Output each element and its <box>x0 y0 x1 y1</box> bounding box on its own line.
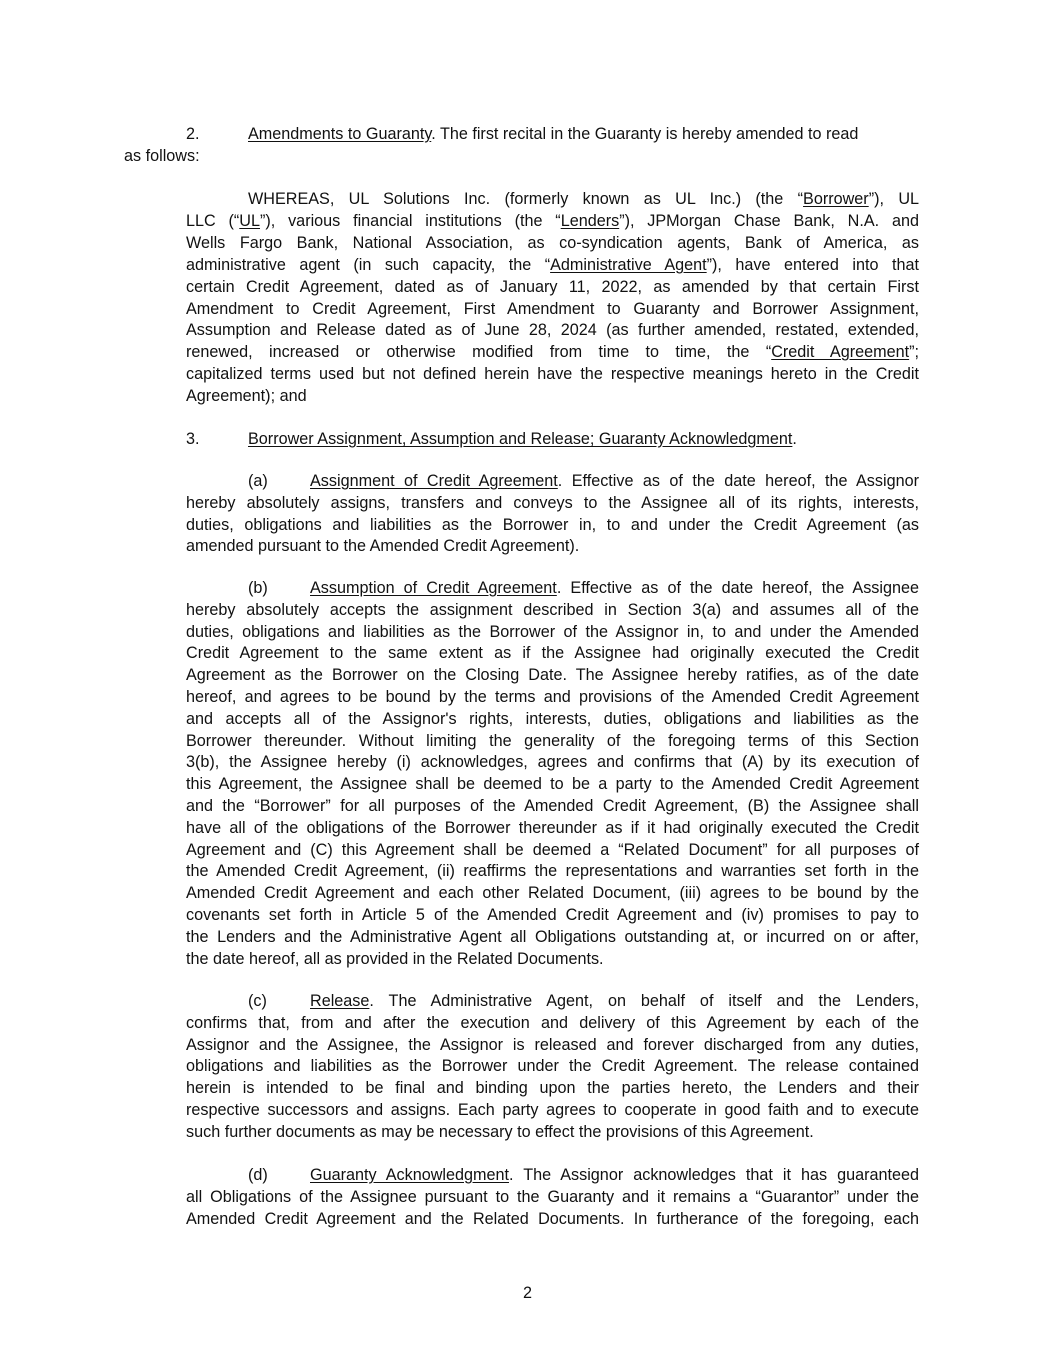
borrower-defined-term: Borrower <box>803 190 869 208</box>
paragraph-line: Borrower thereunder. Without limiting the generality of the foregoing terms of this Section <box>186 731 919 750</box>
paragraph-line: have all of the obligations of the Borrower thereunder as if it had originally executed the Credit <box>186 818 919 837</box>
paragraph-line: 3(b), the Assignee hereby (i) acknowledges, agrees and confirms that (A) by its execution of <box>186 753 919 772</box>
whereas-line: Assumption and Release dated as of June 28, 2024 (as further amended, restated, extended, <box>186 321 919 339</box>
section-3-heading: Borrower Assignment, Assumption and Release; Guaranty Acknowledgment <box>248 430 793 448</box>
paragraph-line: this Agreement, the Assignee shall be deemed to be a party to the Amended Credit Agreement <box>186 775 919 794</box>
paragraph-line: Assignor and the Assignee, the Assignor is released and forever discharged from any duties, <box>186 1035 919 1054</box>
paragraph-line: and accepts all of the Assignor's rights, interests, duties, obligations and liabilities as the <box>186 709 919 728</box>
paragraph-line: hereby absolutely assigns, transfers and conveys to the Assignee all of its rights, interests, <box>186 493 919 512</box>
paragraph-line: obligations and liabilities as the Borrower under the Credit Agreement. The release contained <box>186 1057 919 1076</box>
paragraph-line: duties, obligations and liabilities as the Borrower in, to and under the Credit Agreement (as <box>186 515 919 534</box>
section-2-line1 <box>186 124 919 146</box>
section-3-heading-line: 3. Borrower Assignment, Assumption and Release; Guaranty Acknowledgment. <box>186 429 919 451</box>
paragraph-line: hereby absolutely accepts the assignment described in Section 3(a) and assumes all of the <box>186 600 919 619</box>
whereas-line: WHEREAS, UL Solutions Inc. (formerly known as UL Inc.) (the “Borrower”), UL <box>248 190 920 208</box>
whereas-line: Amendment to Credit Agreement, First Amendment to Guaranty and Borrower Assignment, <box>186 300 919 318</box>
paragraph-line: (c) Release. The Administrative Agent, on behalf of itself and the Lenders, <box>186 991 919 1013</box>
paragraph-heading: Release <box>310 992 370 1010</box>
paragraph-line: (a) Assignment of Credit Agreement. Effective as of the date hereof, the Assignor <box>186 471 919 493</box>
paragraph-heading: Assignment of Credit Agreement <box>310 472 558 490</box>
paragraph-label: (a) <box>248 472 268 490</box>
paragraph-line: the Amended Credit Agreement, (ii) reaffirms the representations and warranties set forth in the <box>186 862 919 881</box>
paragraph-line: and the “Borrower” for all purposes of the Amended Credit Agreement, (B) the Assignee shall <box>186 797 919 815</box>
whereas-line: capitalized terms used but not defined herein have the respective meanings hereto in the Credit <box>186 365 919 383</box>
section-2-line2: as follows: <box>124 147 200 165</box>
paragraph-line: Amended Credit Agreement and each other Related Document, (iii) agrees to be bound by the <box>186 884 919 903</box>
paragraph-line: Agreement and (C) this Agreement shall be deemed a “Related Document” for all purposes of <box>186 840 919 859</box>
whereas-line: administrative agent (in such capacity, the “Administrative Agent”), have entered into that <box>186 256 920 274</box>
whereas-line: certain Credit Agreement, dated as of January 11, 2022, as amended by that certain First <box>186 278 919 296</box>
whereas-line: Agreement); and <box>186 387 307 405</box>
whereas-line: Wells Fargo Bank, National Association, as co-syndication agents, Bank of America, as <box>186 234 919 252</box>
paragraph-label: (b) <box>248 579 268 597</box>
paragraph-line: the date hereof, all as provided in the Related Documents. <box>186 949 604 968</box>
paragraph-line: the Lenders and the Administrative Agent all Obligations outstanding at, or incurred on or after, <box>186 927 919 946</box>
paragraph-line: herein is intended to be final and binding upon the parties hereto, the Lenders and their <box>186 1079 919 1098</box>
whereas-line: renewed, increased or otherwise modified from time to time, the “Credit Agreement”; <box>186 343 919 361</box>
paragraph-line: confirms that, from and after the execution and delivery of this Agreement by each of the <box>186 1013 919 1032</box>
paragraph-line: all Obligations of the Assignee pursuant to the Guaranty and it remains a “Guarantor” under the <box>186 1187 919 1206</box>
paragraph-line: duties, obligations and liabilities as the Borrower of the Assignor in, to and under the Amended <box>186 622 919 641</box>
paragraph-line: amended pursuant to the Amended Credit Agreement). <box>186 537 580 556</box>
section-2-heading: Amendments to Guaranty <box>248 125 432 143</box>
paragraph-line: Amended Credit Agreement and the Related Documents. In furtherance of the foregoing, each <box>186 1209 919 1228</box>
credit-agreement-defined-term: Credit Agreement <box>771 343 910 361</box>
paragraph-line: (b) Assumption of Credit Agreement. Effective as of the date hereof, the Assignee <box>186 578 919 600</box>
paragraph-line: Credit Agreement to the same extent as if the Assignee had originally executed the Credit <box>186 644 919 663</box>
paragraph-label: (d) <box>248 1166 268 1184</box>
paragraph-label: (c) <box>248 992 267 1010</box>
paragraph-line: such further documents as may be necessary to effect the provisions of this Agreement. <box>186 1122 814 1141</box>
section-2-text: . The first recital in the Guaranty is hereby amended to read <box>431 125 859 143</box>
section-3-number: 3. <box>186 430 200 448</box>
paragraph-heading: Guaranty Acknowledgment <box>310 1166 509 1184</box>
paragraph-line: (d) Guaranty Acknowledgment. The Assignor acknowledges that it has guaranteed <box>186 1165 919 1187</box>
paragraph-line: respective successors and assigns. Each party agrees to cooperate in good faith and to execute <box>186 1101 919 1119</box>
page-number: 2 <box>522 1284 532 1302</box>
administrative-agent-defined-term: Administrative Agent <box>550 256 707 274</box>
whereas-line: LLC (“UL”), various financial institutions (the “Lenders”), JPMorgan Chase Bank, N.A. and <box>186 212 919 230</box>
paragraph-line: covenants set forth in Article 5 of the Amended Credit Agreement and (iv) promises to pay to <box>186 906 919 924</box>
paragraph-line: Agreement as the Borrower on the Closing Date. The Assignee hereby ratifies, as of the date <box>186 666 919 685</box>
section-2-number: 2. <box>186 125 200 143</box>
paragraph-heading: Assumption of Credit Agreement <box>310 579 557 597</box>
paragraph-line: hereof, and agrees to be bound by the terms and provisions of the Amended Credit Agreement <box>186 688 919 706</box>
ul-defined-term: UL <box>239 212 260 230</box>
lenders-defined-term: Lenders <box>560 212 620 230</box>
